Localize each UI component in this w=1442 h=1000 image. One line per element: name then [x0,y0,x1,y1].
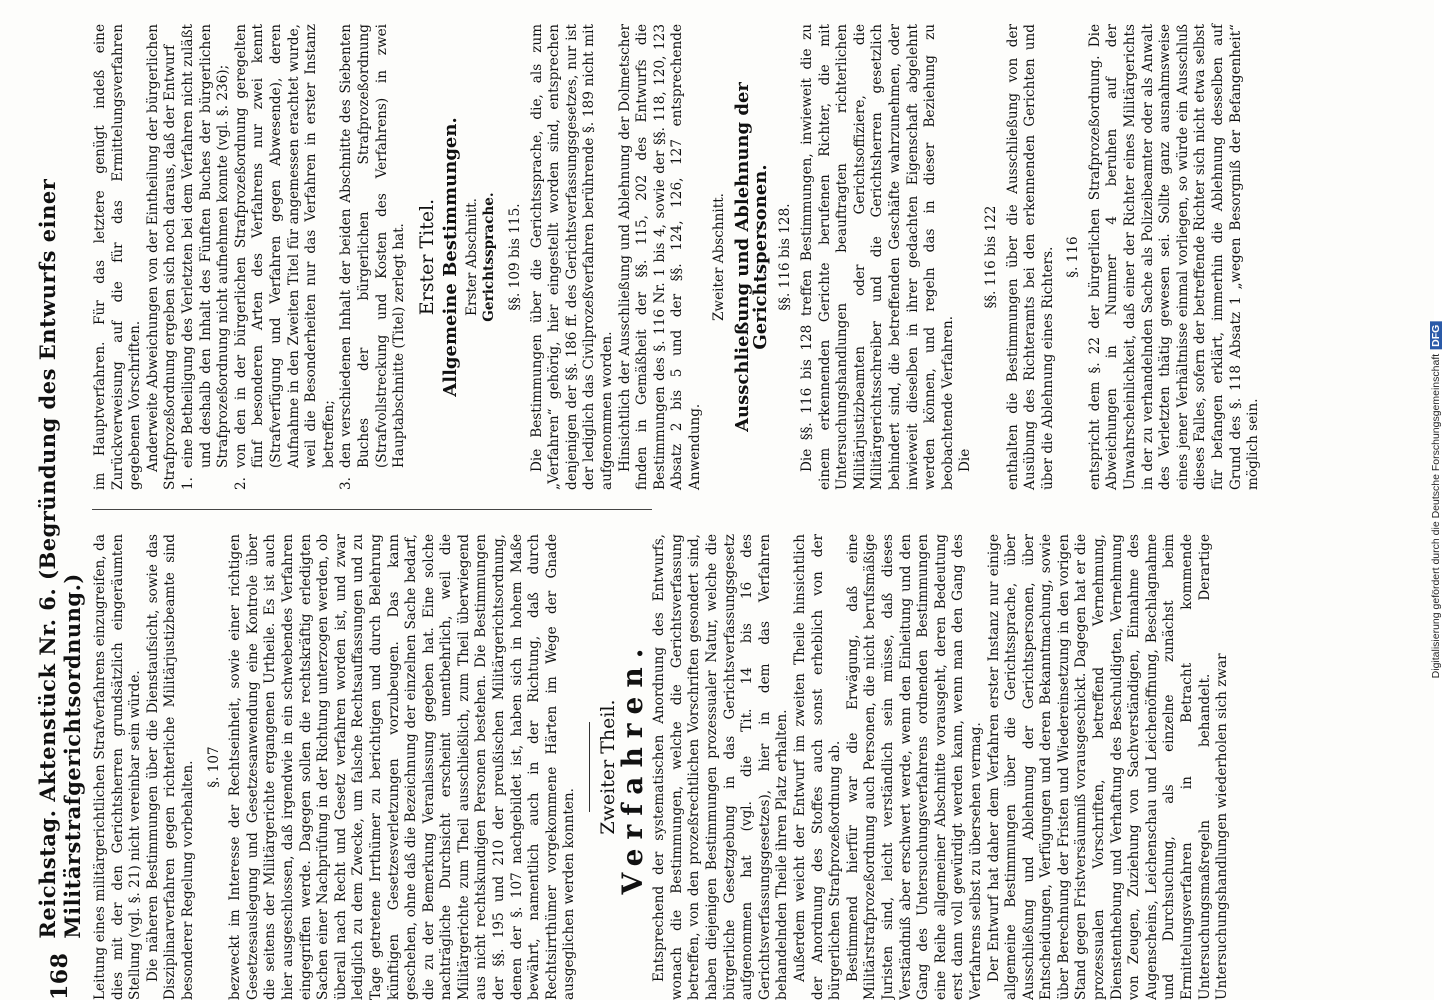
section-number: §§. 116 bis 128. [777,203,794,311]
list-text: von den in der bürgerlichen Strafprozeßordnung geregelten fünf besonderen Arten des Verfahrens nur zwei kennt (Strafverfügung und Verfahren gegen Abwesende), deren Aufnahme in den Zweiten Titel für angemessen erachtet wurde, weil die Besonderheiten nur das Verfahren in erster Instanz betreffen; [232,24,337,468]
document-page [35,0,1420,1000]
right-column [92,24,1263,490]
dfg-logo: DFG [1430,322,1442,350]
column-divider [92,509,652,510]
paragraph: bezweckt im Interesse der Rechtseinheit, sowie einer richtigen Gesetzesauslegung und Gesetzesanwendung eine Kontrole über die seitens der Militärgerichte ergangenen Urtheile. Es ist auch hier ausgeschlossen, daß irgendwie in ein schwebendes Verfahren eingegriffen werde. Dagegen sollen die rechtskräftig erledigten Sachen einer Nachprüfung in der Richtung unterzogen werden, ob überall nach Recht und Gesetz verfahren worden ist, und zwar lediglich zu dem Zwecke, um falsche Rechtsauffassungen und zu Tage getretene Irrthümer zu berichtigen und durch Belehrung künftigen Gesetzesverletzungen vorzubeugen. Das kann geschehen, ohne daß die Bezeichnung der einzelnen Sache bedarf, die zu der Bemerkung Veranlassung gegeben hat. Eine solche nachträgliche Durchsicht erscheint unentbehrlich, weil die Militärgerichte zum Theil ausschließlich, zum Theil überwiegend aus nicht rechtskundigen Personen bestehen. Die Bestimmungen der §§. 195 und 210 der preußischen Militärgerichtsordnung, denen der §. 107 nachgebildet ist, haben sich in hohem Maße bewährt, namentlich auch in der Richtung, daß durch Rechtsirrthümer vorgekommene Härten im Wege der Gnade ausgeglichen werden konnten. [227,534,578,1000]
list-text: eine Betheiligung des Verletzten bei dem Verfahren nicht zuläßt und deshalb den Inhalt des Fünften Buches der bürgerlichen Strafprozeßordnung nicht aufnehmen konnte (vgl. §. 236); [179,24,232,468]
paragraph: Die §§. 116 bis 128 treffen Bestimmungen, inwieweit die zu einem erkennenden Gerichte berufenen Richter, die mit Untersuchungshandlungen beauftragten richterlichen Militärjustizbeamten oder Gerichtsoffiziere, die Militärgerichtsschreiber und die Gerichtsherren gesetzlich behindert sind, die betreffenden Geschäfte wahrzunehmen, oder inwieweit dieselben in ihrer gedachten Eigenschaft abgelehnt werden können, und regeln das in dieser Beziehung zu beobachtende Verfahren. [798,24,956,490]
section-label: Erster Abschnitt. [463,198,480,316]
paragraph: im Hauptverfahren. Für das letztere genügt indeß eine Zurückverweisung auf die für das Ermittelungsverfahren gegebenen Vorschriften. [92,24,144,490]
paragraph: Die [957,448,974,472]
list-item [233,24,339,490]
section-name: Ausschließung und Ablehnung der Gerichtspersonen. [732,82,771,432]
part-label: Zweiter Theil. [597,699,620,835]
page-number: 168 [47,952,73,1000]
running-header [35,0,85,1000]
divider [589,722,590,812]
left-column [92,534,1232,1000]
paragraph: Leitung eines militärgerichtlichen Strafverfahrens einzugreifen, da dies mit der den Gerichtsherren grundsätzlich eingeräumten Stellung (vgl. §. 21) nicht vereinbar sein würde. [92,534,144,1000]
section-name: Gerichtssprache. [481,192,498,322]
section-number: §. 107 [205,746,222,788]
list-number: 2. [232,477,249,490]
section-label: Zweiter Abschnitt. [710,193,727,322]
paragraph: entspricht dem §. 22 der bürgerlichen Strafprozeßordnung. Die Abweichungen in Nummer 4 beruhen auf der Unwahrscheinlichkeit, daß einer der Richter eines Militärgerichts in der zu verhandelnden Sache als Polizeibeamter oder als Anwalt des Verletzten thätig gewesen sei. Sollte ganz ausnahmsweise eines jener Verhältnisse einmal vorliegen, so würde ein Ausschluß dieses Falles, sofern der betreffende Richter sich nicht etwa selbst für befangen erklärt, immerhin die Ablehnung desselben auf Grund des §. 118 Absatz 1 „wegen Besorgniß der Befangenheit“ möglich sein. [1086,24,1262,490]
header-title: Reichstag. Aktenstück Nr. 6. (Begründung des Entwurfs einer Militärstrafgerichtsordnung.) [35,178,85,939]
part-title: Verfahren. [615,639,649,895]
paragraph: enthalten die Bestimmungen über die Ausschließung von der Ausübung des Richteramts bei den erkennenden Gerichten und über die Ablehnung eines Richters. [1004,24,1056,490]
section-number: §§. 109 bis 115. [507,203,524,311]
list-number: 1. [179,477,196,490]
paragraph: Außerdem weicht der Entwurf im zweiten Theile hinsichtlich der Anordnung des Stoffes auch sonst erheblich von der bürgerlichen Strafprozeßordnung ab. [791,534,844,1000]
paragraph: Entsprechend der systematischen Anordnung des Entwurfs, wonach die Bestimmungen, welche die Gerichtsverfassung betreffen, von den prozeßrechtlichen Vorschriften gesondert sind, haben diejenigen Bestimmungen prozessualer Natur, welche die bürgerliche Gesetzgebung in das Gerichtsverfassungsgesetz aufgenommen hat (vgl. die Tit. 14 bis 16 des Gerichtsverfassungsgesetzes), hier in dem das Verfahren behandelnden Theile ihren Platz erhalten. [651,534,791,1000]
paragraph: Anderweite Abweichungen von der Eintheilung der bürgerlichen Strafprozeßordnung ergeben sich noch daraus, daß der Entwurf [144,24,179,490]
paragraph: Hinsichtlich der Ausschließung und Ablehnung der Dolmetscher finden in Gemäßheit der §§. 115, 202 des Entwurfs die Bestimmungen des §. 116 Nr. 1 bis 4, sowie der §§. 118, 120, 123 Absatz 2 bis 5 und der §§. 124, 126, 127 entsprechende Anwendung. [616,24,703,490]
list-item [180,24,233,490]
list-text: den verschiedenen Inhalt der beiden Abschnitte des Siebenten Buches der bürgerlichen Strafprozeßordnung (Strafvollstreckung und Kosten des Verfahrens) in zwei Hauptabschnitte (Titel) zerlegt hat. [338,24,408,468]
paragraph: Die näheren Bestimmungen über die Dienstaufsicht, sowie das Disziplinarverfahren gegen richterliche Militärjustizbeamte sind besonderer Regelung vorbehalten. [144,534,196,1000]
paragraph: Bestimmend hierfür war die Erwägung, daß eine Militärstrafprozeßordnung auch Personen, die nicht berufsmäßige Juristen sind, leicht verständlich sein müsse, daß dieses Verständniß aber erschwert werde, wenn den Einleitung und den Gang des Untersuchungsverfahrens ordnenden Bestimmungen eine Reihe allgemeiner Abschnitte vorausgeht, deren Bedeutung erst dann voll gewürdigt werden kann, wenn man den Gang des Verfahrens selbst zu übersehen vermag. [844,534,984,1000]
digitization-credit [1430,322,1442,679]
paragraph: Der Entwurf hat daher dem Verfahren erster Instanz nur einige allgemeine Bestimmungen über die Gerichtssprache, über Ausschließung und Ablehnung der Gerichtspersonen, über Entscheidungen, Verfügungen und deren Bekanntmachung, sowie über Berechnung der Fristen und Wiedereinsetzung in den vorigen Stand gegen Fristversäumniß vorausgeschickt. Dagegen hat er die prozessualen Vorschriften, betreffend Vernehmung, Dienstenthebung und Verhaftung des Beschuldigten, Vernehmung von Zeugen, Zuziehung von Sachverständigen, Einnahme des Augenscheins, Leichenschau und Leichenöffnung, Beschlagnahme und Durchsuchung, als einzelne zunächst beim Ermittelungsverfahren in Betracht kommende Untersuchungsmaßregeln behandelt. Derartige Untersuchungshandlungen wiederholen sich zwar [985,534,1231,1000]
title-label: Erster Titel. [415,198,438,316]
paragraph: Die Bestimmungen über die Gerichtssprache, die, als zum „Verfahren“ gehörig, hier eingestellt worden sind, entsprechen denjenigen der §§. 186 ff. des Gerichtsverfassungsgesetzes, nur ist der lediglich das Civilprozeßverfahren berührende §. 189 nicht mit aufgenommen worden. [528,24,616,490]
list-item [338,24,408,490]
section-number: §. 116 [1065,236,1082,278]
title-name: Allgemeine Bestimmungen. [440,117,462,397]
list-number: 3. [338,477,355,490]
credit-text: Digitalisierung gefördert durch die Deutsche Forschungsgemeinschaft [1430,353,1442,679]
section-number: §§. 116 bis 122 [982,205,999,309]
